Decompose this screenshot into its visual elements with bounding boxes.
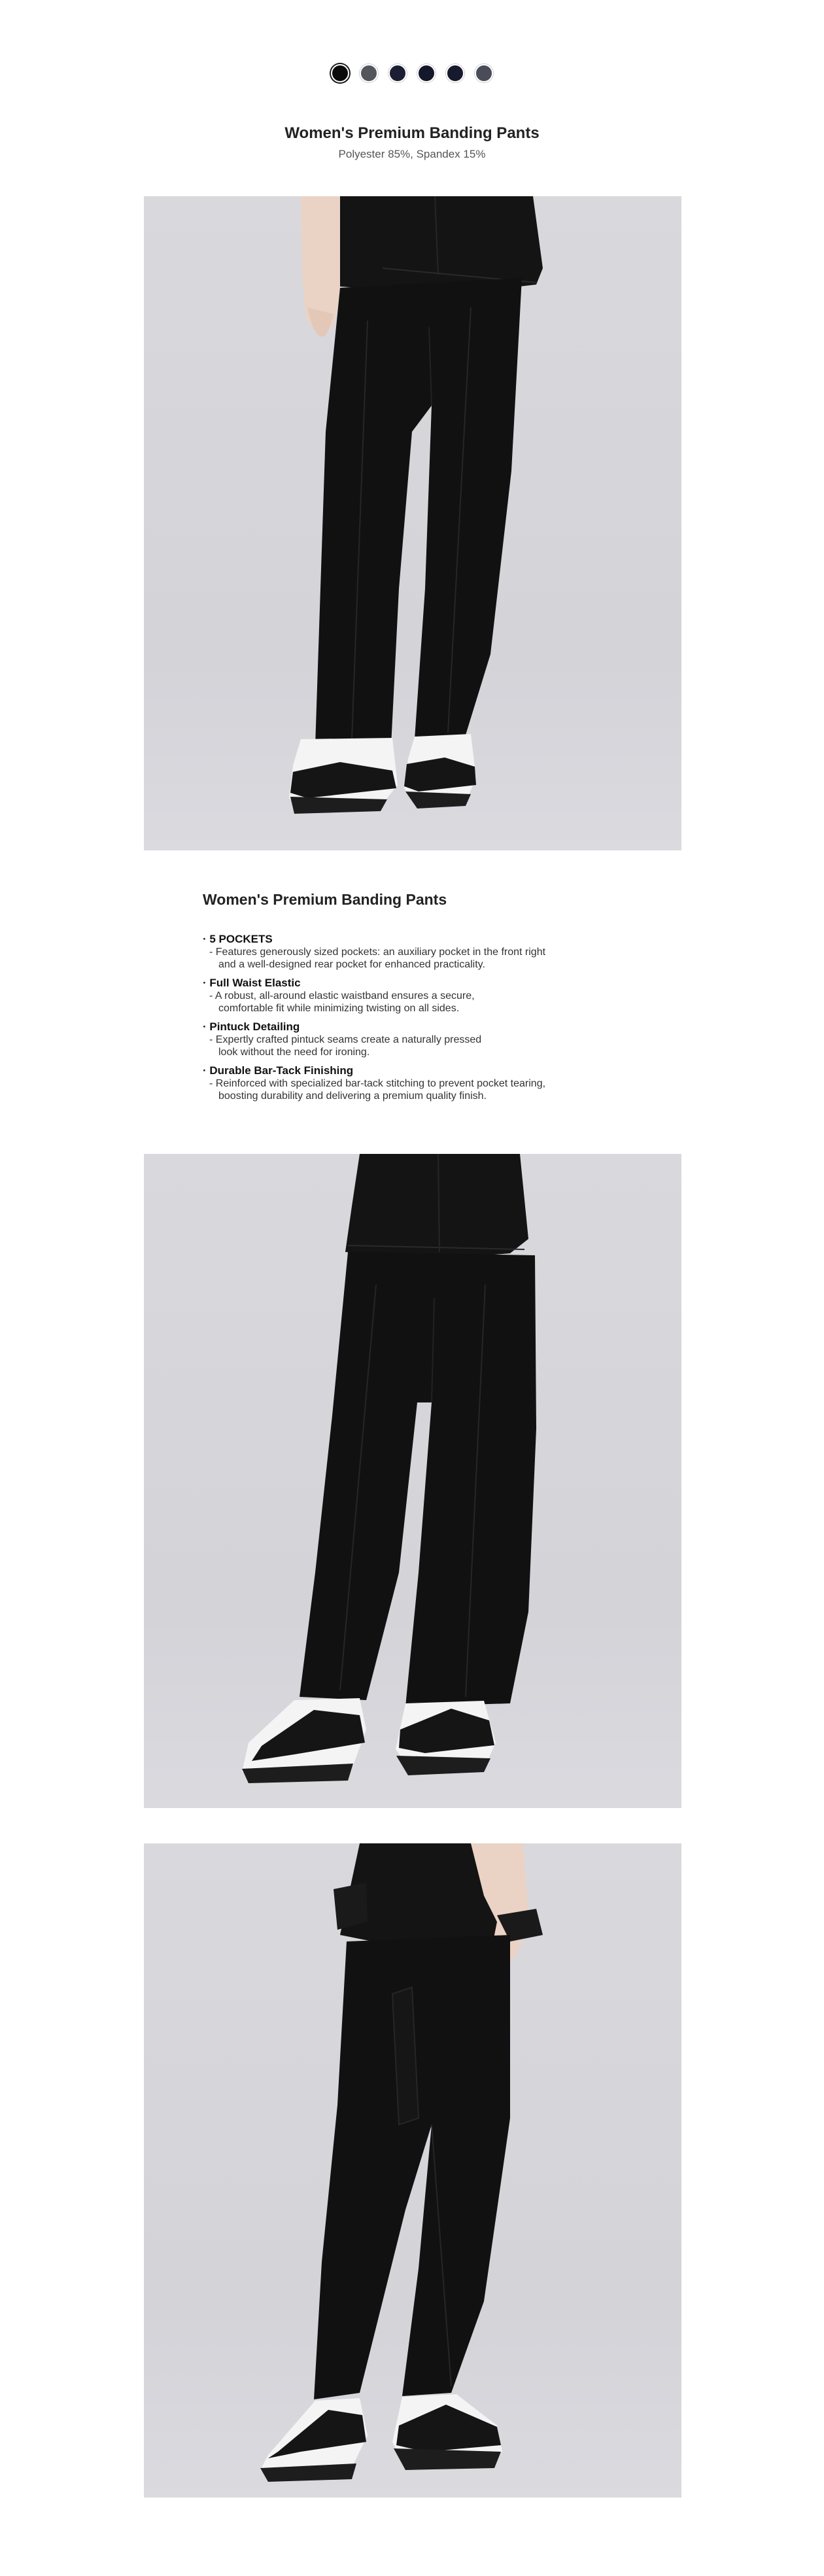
product-title: Women's Premium Banding Pants (284, 124, 540, 142)
feature-heading: · 5 POCKETS (203, 933, 273, 945)
swatch-dark-navy[interactable] (417, 64, 436, 82)
swatch-midnight[interactable] (446, 64, 464, 82)
feature-description: comfortable fit while minimizing twisting on all sides. (218, 1003, 460, 1014)
swatch-navy[interactable] (388, 64, 407, 82)
feature-description: - Features generously sized pockets: an auxiliary pocket in the front right (209, 947, 546, 958)
product-photo-side (144, 1843, 681, 2498)
color-swatch-row (0, 64, 824, 82)
feature-description: boosting durability and delivering a premium quality finish. (218, 1090, 487, 1102)
feature-heading: · Pintuck Detailing (203, 1020, 300, 1033)
feature-item (203, 976, 647, 1015)
feature-description: - Reinforced with specialized bar-tack stitching to prevent pocket tearing, (209, 1078, 546, 1089)
pants-side-illustration (144, 1843, 681, 2498)
feature-description: - A robust, all-around elastic waistband ensures a secure, (209, 990, 475, 1001)
features-title: Women's Premium Banding Pants (203, 891, 447, 908)
product-photo-walking (144, 1154, 681, 1808)
feature-item (203, 1020, 647, 1058)
feature-description: look without the need for ironing. (218, 1047, 370, 1058)
pants-front-illustration (144, 196, 681, 850)
feature-description: - Expertly crafted pintuck seams create a naturally pressed (209, 1034, 482, 1045)
feature-item (203, 1064, 647, 1102)
features-section (203, 891, 647, 1107)
swatch-black[interactable] (331, 64, 349, 82)
feature-description: and a well-designed rear pocket for enhanced practicality. (218, 959, 485, 970)
pants-walking-illustration (144, 1154, 681, 1808)
swatch-slate[interactable] (475, 64, 493, 82)
feature-heading: · Durable Bar-Tack Finishing (203, 1064, 354, 1077)
product-material: Polyester 85%, Spandex 15% (338, 148, 486, 160)
feature-heading: · Full Waist Elastic (203, 977, 301, 989)
product-photo-front (144, 196, 681, 850)
feature-item (203, 932, 647, 971)
swatch-charcoal[interactable] (360, 64, 378, 82)
